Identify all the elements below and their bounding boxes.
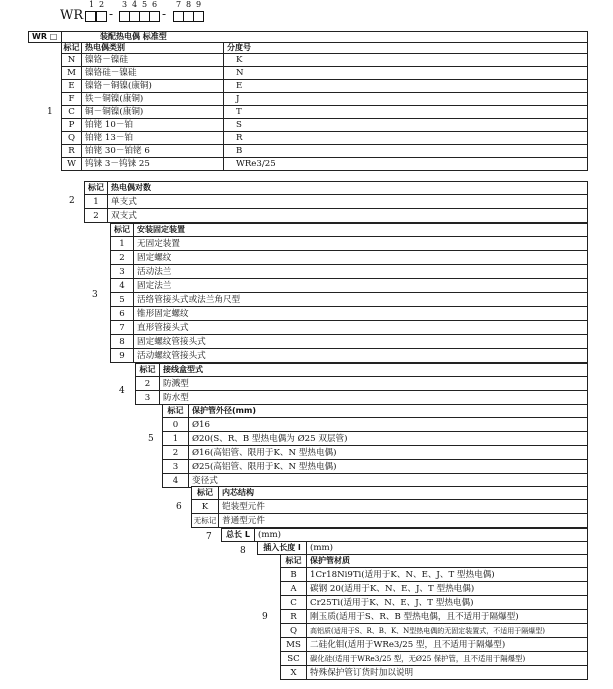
code-box: [96, 11, 107, 22]
section-number-4: 4: [119, 386, 125, 396]
section2-title-header: 热电偶对数: [107, 181, 588, 195]
section6-text: 铠装型元件: [218, 499, 588, 514]
top-header-code: WR □: [28, 31, 62, 43]
section9-mark: SC: [280, 651, 307, 666]
section1-mark: C: [61, 105, 82, 119]
section9-mark: MS: [280, 637, 307, 652]
section9-mark: R: [280, 609, 307, 624]
section3-text: 固定螺纹管接头式: [133, 334, 588, 349]
section1-grad: K: [223, 53, 588, 67]
section1-type: 铂铑 10－铂: [81, 118, 224, 132]
section1-grad: N: [223, 66, 588, 80]
section1-type: 铁－铜镍(康铜): [81, 92, 224, 106]
section1-mark: P: [61, 118, 82, 132]
section1-grad: S: [223, 118, 588, 132]
section-number-5: 5: [148, 434, 154, 444]
section-number-2: 2: [69, 196, 75, 206]
code-box: [85, 11, 96, 22]
section3-mark: 5: [110, 292, 134, 307]
section5-mark: 4: [162, 473, 189, 488]
section5-mark: 0: [162, 417, 189, 432]
position-number: 2: [99, 0, 105, 9]
section5-text: Ø25(高铝管、限用于K、N 型热电偶): [188, 459, 588, 474]
section5-text: 变径式: [188, 473, 588, 488]
section9-mark: B: [280, 567, 307, 582]
section1-grad: T: [223, 105, 588, 119]
section3-mark: 1: [110, 236, 134, 251]
section5-text: Ø16(高铝管、限用于K、N 型热电偶): [188, 445, 588, 460]
section6-text: 普通型元件: [218, 513, 588, 528]
section3-text: 无固定装置: [133, 236, 588, 251]
section3-text: 直形管接头式: [133, 320, 588, 335]
section5-mark-header: 标记: [162, 404, 189, 418]
section1-grad: R: [223, 131, 588, 145]
position-number: 5: [142, 0, 148, 9]
section9-text: 高铝质(适用于S、R、B、K、N型热电偶的无固定装置式，不适用于隔爆型): [306, 623, 588, 638]
section1-type: 镍铬－铜镍(康铜): [81, 79, 224, 93]
section9-mark: C: [280, 595, 307, 610]
top-header-title: 装配热电偶 标准型: [61, 31, 588, 43]
section3-mark: 2: [110, 250, 134, 265]
section2-mark-header: 标记: [84, 181, 108, 195]
section6-mark: 无标记: [191, 513, 219, 528]
section9-text: 特殊保护管订货时加以说明: [306, 665, 588, 680]
section9-text: 碳钢 20(适用于K、N、E、J、T 型热电偶): [306, 581, 588, 596]
section9-text: 碳化硅(适用于WRe3/25 型，无Ø25 保护管，且不适用于隔爆型): [306, 651, 588, 666]
code-box: [149, 11, 160, 22]
position-number: 9: [196, 0, 202, 9]
section9-title-header: 保护管材质: [306, 554, 588, 568]
section9-text: 二硅化钼(适用于WRe3/25 型，且不适用于隔爆型): [306, 637, 588, 652]
section5-title-header: 保护管外径(mm): [188, 404, 588, 418]
section1-grad: J: [223, 92, 588, 106]
section1-mark: N: [61, 53, 82, 67]
section3-mark: 8: [110, 334, 134, 349]
section3-mark: 9: [110, 348, 134, 363]
section3-mark: 3: [110, 264, 134, 279]
section1-grad-header: 分度号: [223, 42, 588, 54]
position-number: 1: [89, 0, 95, 9]
section-number-9: 9: [262, 612, 268, 622]
section4-mark-header: 标记: [135, 363, 160, 377]
section3-text: 活动法兰: [133, 264, 588, 279]
code-box: [193, 11, 204, 22]
section3-mark-header: 标记: [110, 223, 134, 237]
position-number: 6: [152, 0, 158, 9]
position-number: 7: [176, 0, 182, 9]
section5-mark: 3: [162, 459, 189, 474]
section-number-7: 7: [206, 532, 212, 542]
section7-label: 总长 L: [221, 528, 255, 542]
section4-title-header: 接线盒型式: [159, 363, 588, 377]
section1-mark: M: [61, 66, 82, 80]
section1-mark-header: 标记: [61, 42, 82, 54]
section6-title-header: 内芯结构: [218, 486, 588, 500]
section7-unit: (mm): [254, 528, 588, 542]
section3-mark: 4: [110, 278, 134, 293]
section1-mark: W: [61, 157, 82, 171]
section1-mark: R: [61, 144, 82, 158]
position-number: 8: [186, 0, 192, 9]
section2-text: 单支式: [107, 194, 588, 209]
section3-mark: 6: [110, 306, 134, 321]
section3-text: 锥形固定螺纹: [133, 306, 588, 321]
section1-grad: B: [223, 144, 588, 158]
position-number: 4: [132, 0, 138, 9]
section9-text: 1Cr18Ni9Ti(适用于K、N、E、J、T 型热电偶): [306, 567, 588, 582]
section5-mark: 2: [162, 445, 189, 460]
section1-mark: E: [61, 79, 82, 93]
section8-unit: (mm): [306, 541, 588, 555]
section2-mark: 1: [84, 194, 108, 209]
code-dash: -: [162, 7, 167, 21]
section2-mark: 2: [84, 208, 108, 223]
section-number-8: 8: [240, 546, 246, 556]
model-code-header: [60, 0, 240, 26]
section1-type: 铂铑 13－铂: [81, 131, 224, 145]
section9-text: Cr25Ti(适用于K、N、E、J、T 型热电偶): [306, 595, 588, 610]
section3-text: 固定螺纹: [133, 250, 588, 265]
section5-text: Ø20(S、R、B 型热电偶为 Ø25 双层管): [188, 431, 588, 446]
section1-grad: E: [223, 79, 588, 93]
section1-grad: WRe3/25: [223, 157, 588, 171]
section-number-3: 3: [92, 290, 98, 300]
section9-mark: X: [280, 665, 307, 680]
section9-mark-header: 标记: [280, 554, 307, 568]
section2-text: 双支式: [107, 208, 588, 223]
section9-mark: Q: [280, 623, 307, 638]
section3-text: 固定法兰: [133, 278, 588, 293]
code-dash: -: [109, 7, 114, 21]
section1-mark: Q: [61, 131, 82, 145]
section1-mark: F: [61, 92, 82, 106]
section6-mark: K: [191, 499, 219, 514]
section1-type-header: 热电偶类别: [81, 42, 224, 54]
section3-text: 活动螺纹管接头式: [133, 348, 588, 363]
section5-mark: 1: [162, 431, 189, 446]
section-number-1: 1: [47, 107, 53, 117]
section1-type: 钨铼 3－钨铼 25: [81, 157, 224, 171]
section3-text: 活络管接头式或法兰角尺型: [133, 292, 588, 307]
section6-mark-header: 标记: [191, 486, 219, 500]
model-prefix: WR: [60, 8, 84, 23]
section3-title-header: 安装固定装置: [133, 223, 588, 237]
position-number: 3: [122, 0, 128, 9]
section1-type: 铂铑 30－铂铑 6: [81, 144, 224, 158]
section4-text: 防溅型: [159, 376, 588, 391]
section9-text: 刚玉质(适用于S、R、B 型热电偶，且不适用于隔爆型): [306, 609, 588, 624]
section1-type: 镍铬－镍硅: [81, 53, 224, 67]
section1-type: 镍铬硅－镍硅: [81, 66, 224, 80]
section4-text: 防水型: [159, 390, 588, 405]
section4-mark: 3: [135, 390, 160, 405]
section9-mark: A: [280, 581, 307, 596]
section4-mark: 2: [135, 376, 160, 391]
section5-text: Ø16: [188, 417, 588, 432]
section3-mark: 7: [110, 320, 134, 335]
section1-type: 铜－铜镍(康铜): [81, 105, 224, 119]
section-number-6: 6: [176, 502, 182, 512]
section8-label: 插入长度 l: [257, 541, 307, 555]
